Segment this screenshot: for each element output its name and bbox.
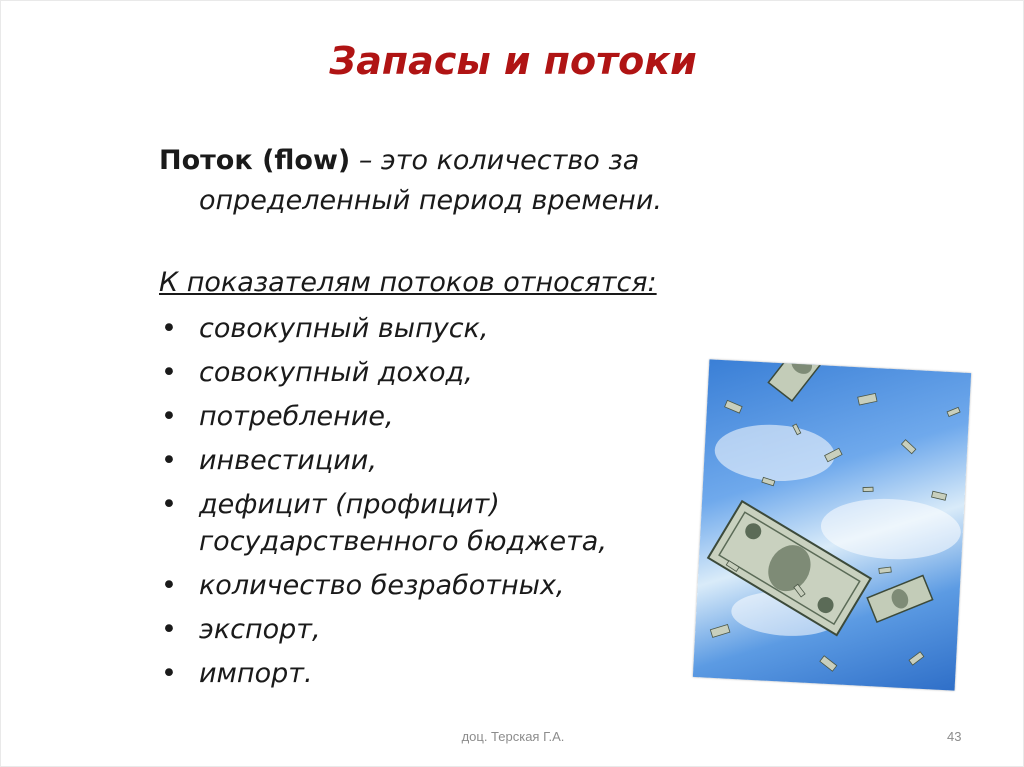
- definition-term: Поток (flow): [159, 145, 351, 176]
- list-item-text: импорт.: [199, 658, 313, 689]
- indicators-subheading: К показателям потоков относятся:: [159, 267, 657, 298]
- bullet-icon: •: [161, 401, 177, 432]
- list-item-text: инвестиции,: [199, 445, 377, 476]
- list-item-text: совокупный доход,: [199, 357, 473, 388]
- list-item-text: совокупный выпуск,: [199, 313, 489, 344]
- bullet-icon: •: [161, 658, 177, 689]
- page-number: 43: [947, 729, 962, 744]
- definition-text-line2: определенный период времени.: [199, 185, 662, 216]
- list-item: [159, 442, 699, 479]
- list-item-text: дефицит (профицит) государственного бюджета,: [199, 489, 607, 557]
- flow-definition: [159, 141, 759, 221]
- money-photo: [693, 359, 971, 690]
- bullet-icon: •: [161, 313, 177, 344]
- bullet-icon: •: [161, 445, 177, 476]
- bullet-icon: •: [161, 489, 177, 520]
- list-item: [159, 398, 699, 435]
- list-item: [159, 567, 699, 604]
- list-item: [159, 486, 699, 560]
- indicators-list: [159, 310, 699, 699]
- dollar-bill: [867, 575, 932, 622]
- list-item-text: экспорт,: [199, 614, 321, 645]
- dollar-bill: [768, 359, 835, 401]
- list-item: [159, 310, 699, 347]
- slide-title: Запасы и потоки: [329, 39, 697, 83]
- bullet-icon: •: [161, 614, 177, 645]
- list-item: [159, 611, 699, 648]
- bullet-icon: •: [161, 570, 177, 601]
- definition-text-line1: – это количество за: [350, 145, 640, 176]
- list-item: [159, 354, 699, 391]
- bullet-icon: •: [161, 357, 177, 388]
- list-item-text: количество безработных,: [199, 570, 565, 601]
- list-item: [159, 655, 699, 692]
- flying-dollars-illustration: [693, 359, 971, 690]
- list-item-text: потребление,: [199, 401, 394, 432]
- footer-author: доц. Терская Г.А.: [461, 729, 565, 744]
